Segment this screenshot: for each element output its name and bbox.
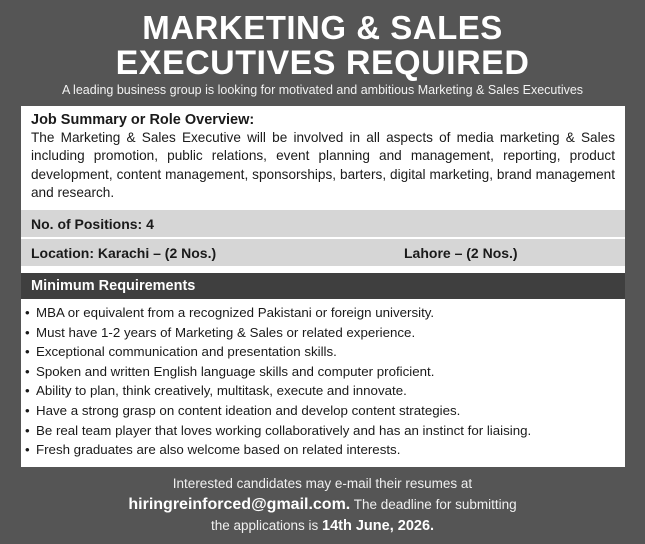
bullet-icon: • [25, 442, 30, 458]
summary-body: The Marketing & Sales Executive will be involved in all aspects of media marketing & Sales including promotion, public relations, event planning and management, reporting, product development, content management, sponsorships, barters, digital marketing, brand management and research. [31, 130, 615, 200]
requirement-item: • Ability to plan, think creatively, multitask, execute and innovate. [25, 381, 625, 401]
requirement-item: • Must have 1-2 years of Marketing & Sales or related experience. [25, 323, 625, 343]
summary-heading: Job Summary or Role Overview: [31, 112, 255, 128]
requirements-title: Minimum Requirements [31, 278, 196, 294]
requirement-item: • Be real team player that loves working collaboratively and has an instinct for liaising. [25, 421, 625, 441]
requirement-item: • Exceptional communication and presentation skills. [25, 342, 625, 362]
footer-deadline-text: The deadline for submitting [350, 497, 517, 512]
contact-email[interactable]: hiringreinforced@gmail.com. [128, 496, 351, 513]
location-karachi: Location: Karachi – (2 Nos.) [31, 245, 217, 261]
location-lahore: Lahore – (2 Nos.) [404, 245, 518, 261]
content-panel [21, 106, 625, 467]
positions-band [21, 210, 625, 237]
ad-footer [0, 474, 645, 536]
bullet-icon: • [25, 324, 30, 340]
footer-line2 [0, 494, 645, 516]
deadline-date: 14th June, 2026. [322, 518, 435, 534]
requirement-item: • Spoken and written English language skills and computer proficient. [25, 362, 625, 382]
bullet-icon: • [25, 422, 30, 438]
requirements-list [25, 303, 625, 460]
requirement-item: • MBA or equivalent from a recognized Pakistani or foreign university. [25, 303, 625, 323]
footer-line3 [0, 516, 645, 536]
footer-line1: Interested candidates may e-mail their resumes at [172, 476, 473, 491]
bullet-icon: • [25, 402, 30, 418]
requirement-item: • Fresh graduates are also welcome based on related interests. [25, 440, 625, 460]
requirement-item: • Have a strong grasp on content ideation and develop content strategies. [25, 401, 625, 421]
footer-deadline-prefix: the applications is [210, 518, 323, 533]
ad-title-line2: EXECUTIVES REQUIRED [115, 44, 530, 82]
positions-count: No. of Positions: 4 [31, 216, 154, 232]
ad-header [0, 0, 645, 104]
location-band [21, 239, 625, 266]
bullet-icon: • [25, 344, 30, 360]
bullet-icon: • [25, 363, 30, 379]
bullet-icon: • [25, 383, 30, 399]
requirements-header [21, 273, 625, 299]
bullet-icon: • [25, 305, 30, 320]
ad-title-line1: MARKETING & SALES [142, 9, 503, 46]
ad-tagline: A leading business group is looking for motivated and ambitious Marketing & Sales Executives [61, 83, 584, 97]
